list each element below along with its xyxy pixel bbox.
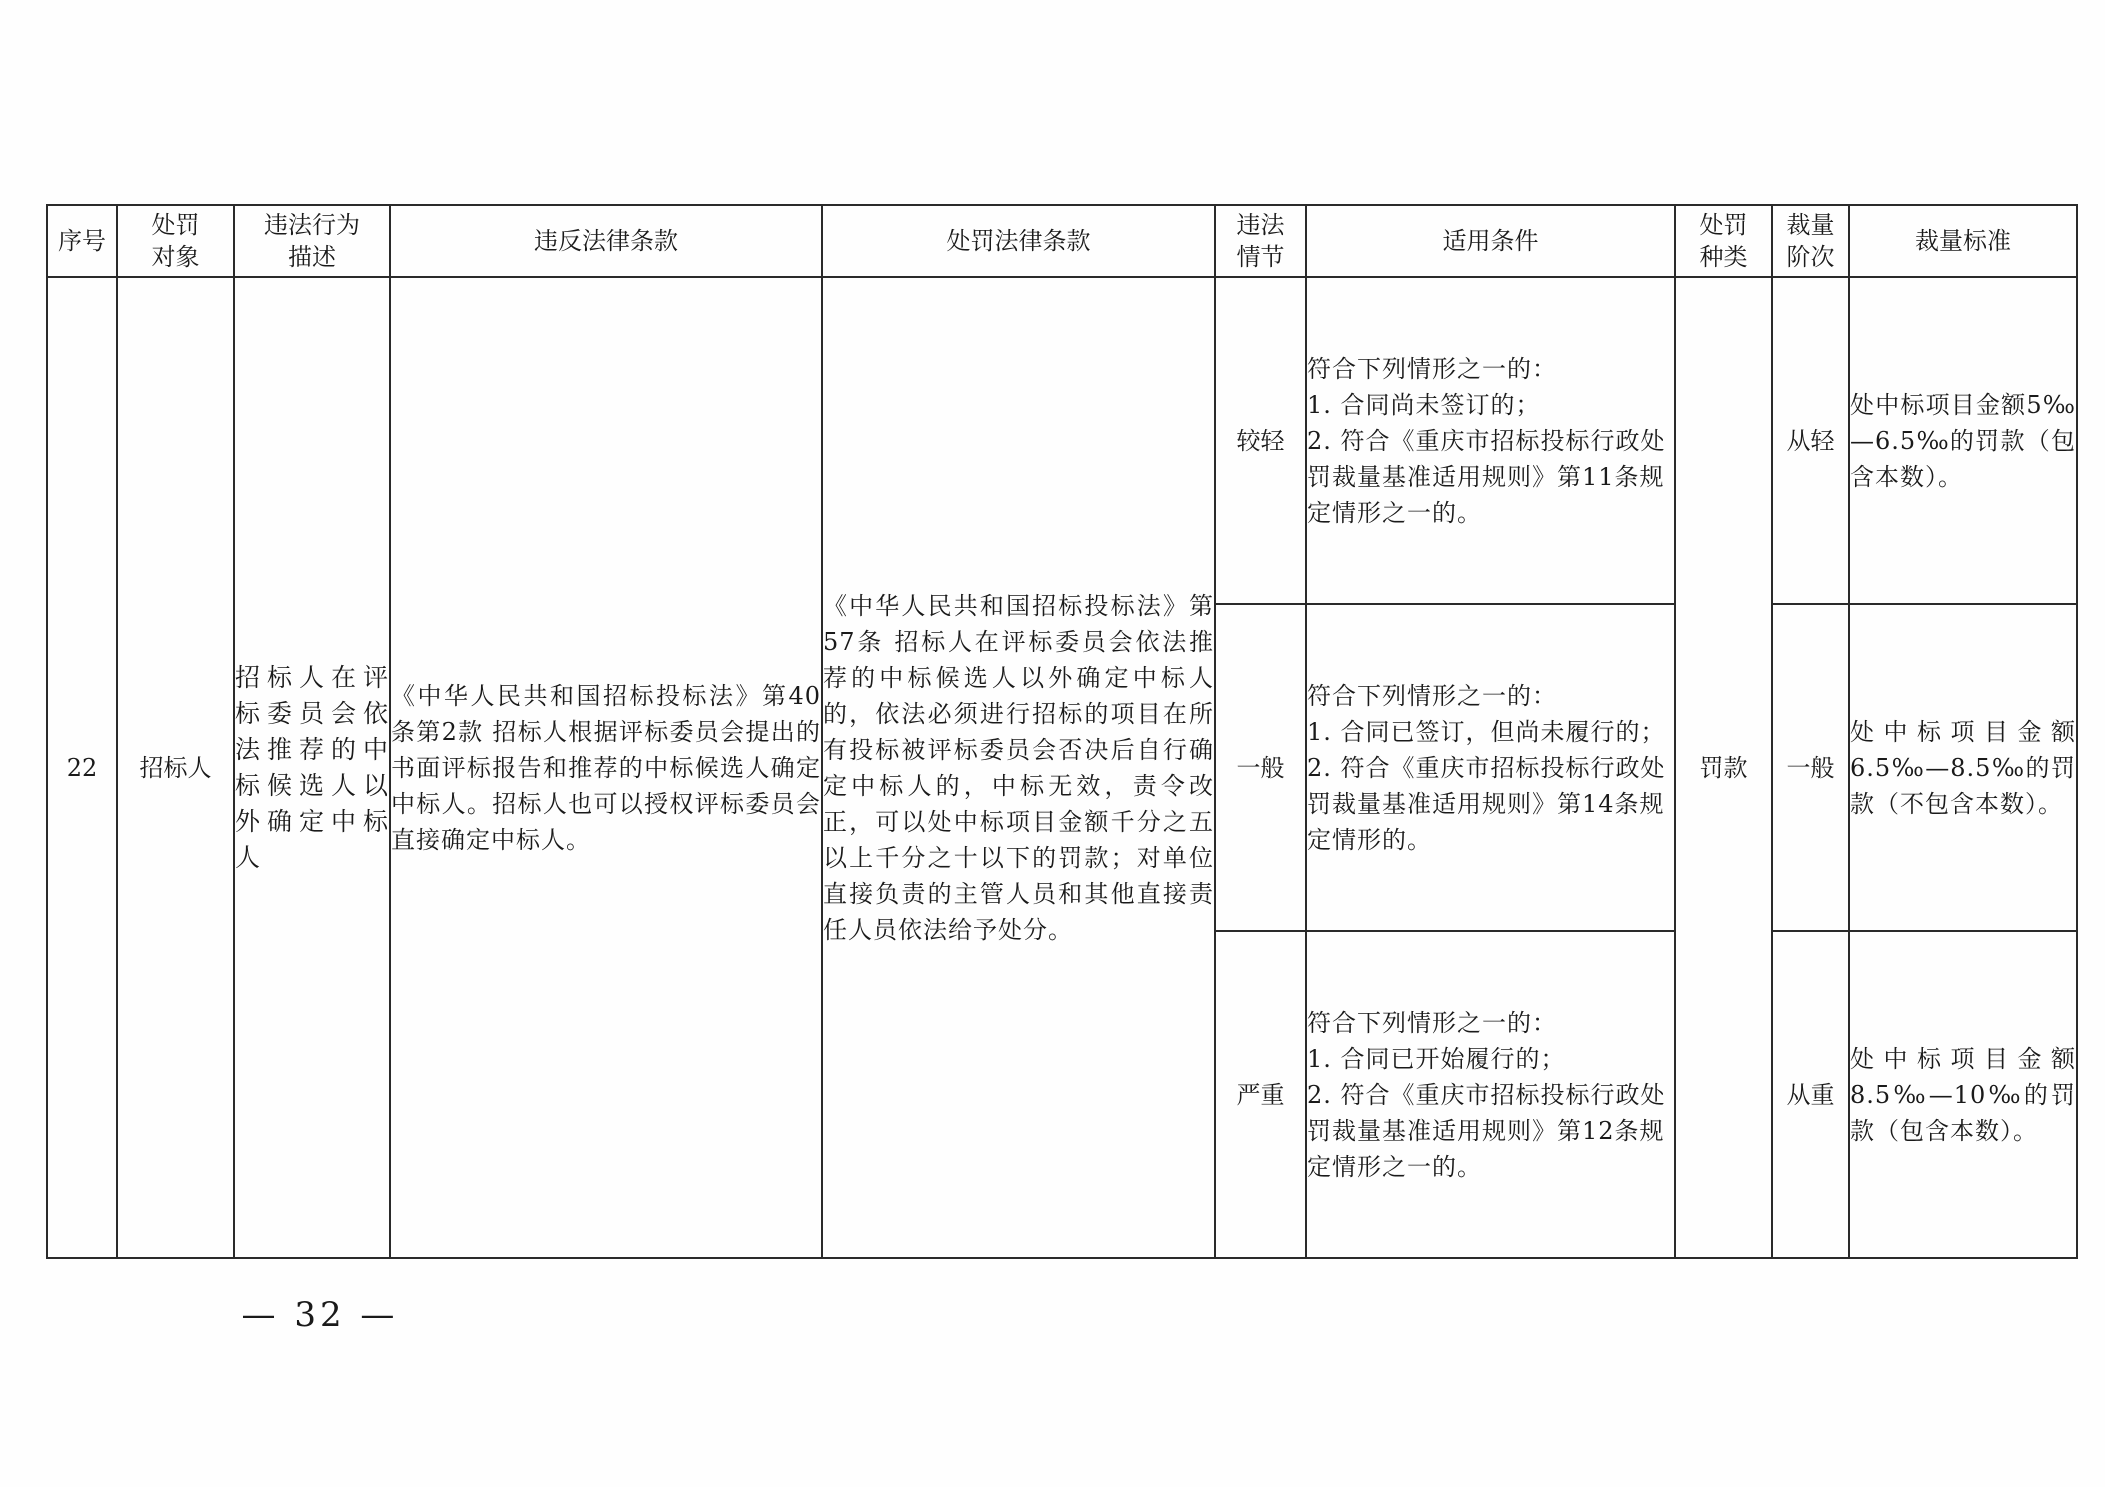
- header-target: 处罚 对象: [117, 205, 234, 277]
- cell-penalty-type: 罚款: [1675, 277, 1772, 1258]
- cell-standard-general: 处中标项目金额6.5‰—8.5‰的罚款（不包含本数）。: [1849, 604, 2077, 931]
- cell-circumstance-light: 较轻: [1215, 277, 1306, 604]
- cell-circumstance-general: 一般: [1215, 604, 1306, 931]
- cell-standard-serious: 处中标项目金额8.5‰—10‰的罚款（包含本数）。: [1849, 931, 2077, 1258]
- condition-line: 符合下列情形之一的：: [1307, 354, 1557, 383]
- header-condition: 适用条件: [1306, 205, 1675, 277]
- cell-penalty-law: 《中华人民共和国招标投标法》第57条 招标人在评标委员会依法推荐的中标候选人以外确定中标人的，依法必须进行招标的项目在所有投标被评标委员会否决后自行确定中标人的，中标无效，责令改正，可以处中标项目金额千分之五以上千分之十以下的罚款；对单位直接负责的主管人员和其他直接责任人员依法给予处分。: [822, 277, 1215, 1258]
- header-seq: 序号: [47, 205, 117, 277]
- header-row: [47, 205, 2077, 277]
- page-number: — 32 —: [241, 1295, 399, 1335]
- table-row: [47, 277, 2077, 604]
- condition-line: 1. 合同已开始履行的；: [1307, 1044, 1566, 1073]
- condition-line: 符合下列情形之一的：: [1307, 1008, 1557, 1037]
- header-penalty-law: 处罚法律条款: [822, 205, 1215, 277]
- cell-seq: 22: [47, 277, 117, 1258]
- cell-condition-general: [1306, 604, 1675, 931]
- cell-condition-serious: [1306, 931, 1675, 1258]
- penalty-discretion-table: [46, 204, 2078, 1259]
- cell-level-general: 一般: [1772, 604, 1849, 931]
- condition-line: 2. 符合《重庆市招标投标行政处罚裁量基准适用规则》第14条规定情形的。: [1307, 753, 1666, 854]
- condition-line: 符合下列情形之一的：: [1307, 681, 1557, 710]
- cell-condition-light: [1306, 277, 1675, 604]
- condition-line: 1. 合同尚未签订的；: [1307, 390, 1541, 419]
- header-circumstance: 违法 情节: [1215, 205, 1306, 277]
- cell-target: 招标人: [117, 277, 234, 1258]
- cell-violated-law: 《中华人民共和国招标投标法》第40条第2款 招标人根据评标委员会提出的书面评标报告和推荐的中标候选人确定中标人。招标人也可以授权评标委员会直接确定中标人。: [390, 277, 822, 1258]
- cell-circumstance-serious: 严重: [1215, 931, 1306, 1258]
- cell-behavior: 招标人在评标委员会依法推荐的中标候选人以外确定中标人: [234, 277, 390, 1258]
- condition-line: 1. 合同已签订，但尚未履行的；: [1307, 717, 1666, 746]
- header-behavior: 违法行为 描述: [234, 205, 390, 277]
- cell-standard-light: 处中标项目金额5‰—6.5‰的罚款（包含本数）。: [1849, 277, 2077, 604]
- header-violated-law: 违反法律条款: [390, 205, 822, 277]
- condition-line: 2. 符合《重庆市招标投标行政处罚裁量基准适用规则》第12条规定情形之一的。: [1307, 1080, 1666, 1181]
- header-standard: 裁量标准: [1849, 205, 2077, 277]
- header-penalty-type: 处罚 种类: [1675, 205, 1772, 277]
- condition-line: 2. 符合《重庆市招标投标行政处罚裁量基准适用规则》第11条规定情形之一的。: [1307, 426, 1666, 527]
- header-level: 裁量 阶次: [1772, 205, 1849, 277]
- cell-level-serious: 从重: [1772, 931, 1849, 1258]
- cell-level-light: 从轻: [1772, 277, 1849, 604]
